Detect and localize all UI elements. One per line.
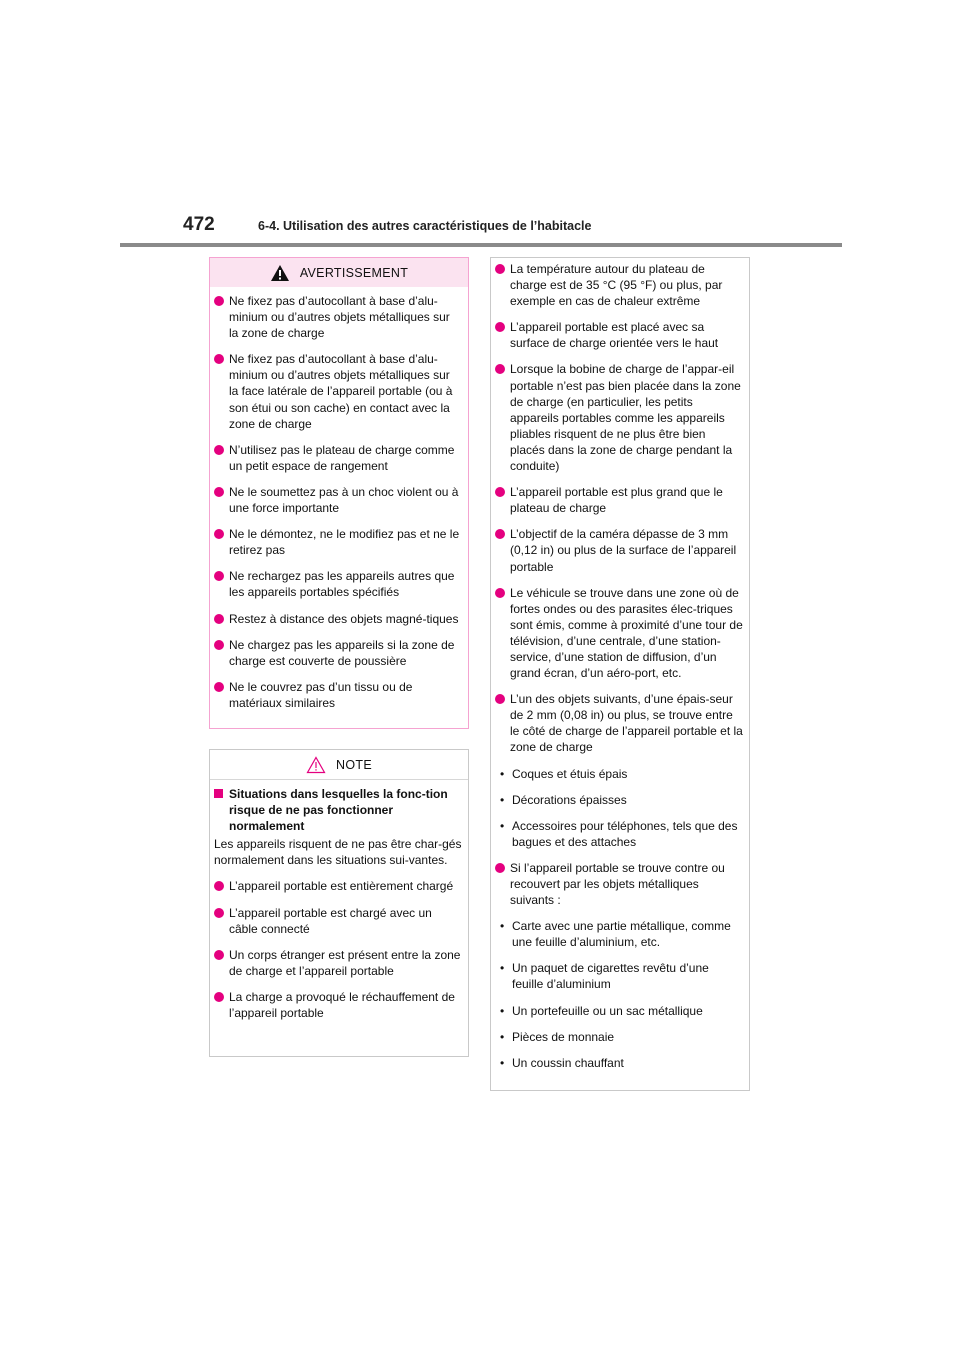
bullet-icon	[214, 614, 224, 624]
bullet-icon	[214, 529, 224, 539]
sub-item: • Un coussin chauffant	[500, 1055, 624, 1070]
sub-bullet-marker: •	[500, 766, 505, 781]
warning-item: Ne chargez pas les appareils si la zone de charge est couverte de poussière	[214, 637, 462, 669]
caution-triangle-outline-icon	[306, 756, 326, 774]
warning-triangle-icon	[270, 264, 290, 282]
bullet-icon	[214, 296, 224, 306]
sub-item: • Coques et étuis épais	[500, 766, 628, 781]
warning-title: AVERTISSEMENT	[299, 265, 409, 280]
bullet-icon	[214, 445, 224, 455]
sub-bullet-marker: •	[500, 792, 505, 807]
bullet-icon	[214, 640, 224, 650]
condition-item: L’un des objets suivants, d’une épais-seur de 2 mm (0,08 in) ou plus, se trouve entre le côté de charge de l’appareil portable et la zone de charge	[495, 691, 743, 755]
condition-item: Si l’appareil portable se trouve contre ou recouvert par les objets métalliques suivants :	[495, 860, 743, 908]
condition-item: L’objectif de la caméra dépasse de 3 mm (0,12 in) ou plus de la surface de l’appareil portable	[495, 526, 743, 574]
note-item: L’appareil portable est chargé avec un câble connecté	[214, 905, 462, 937]
condition-item: L’appareil portable est plus grand que le plateau de charge	[495, 484, 743, 516]
bullet-icon	[214, 950, 224, 960]
warning-item: Ne le démontez, ne le modifiez pas et ne le retirez pas	[214, 526, 462, 558]
note-header	[210, 750, 468, 780]
note-item: Un corps étranger est présent entre la zone de charge et l’appareil portable	[214, 947, 462, 979]
bullet-icon	[495, 487, 505, 497]
sub-item: • Carte avec une partie métallique, comme une feuille d’aluminium, etc.	[500, 919, 731, 950]
bullet-icon	[214, 487, 224, 497]
sub-bullet-marker: •	[500, 961, 505, 976]
bullet-icon	[495, 264, 505, 274]
sub-item: • Un paquet de cigarettes revêtu d’une feuille d’aluminium	[500, 961, 709, 992]
bullet-icon	[214, 682, 224, 692]
bullet-icon	[495, 322, 505, 332]
bullet-icon	[495, 588, 505, 598]
bullet-icon	[214, 571, 224, 581]
warning-item: N’utilisez pas le plateau de charge comme un petit espace de rangement	[214, 442, 462, 474]
square-bullet-icon	[214, 789, 223, 798]
sub-bullet-marker: •	[500, 919, 505, 934]
note-box	[209, 749, 469, 1057]
note-title: NOTE	[336, 757, 372, 772]
condition-item: La température autour du plateau de charge est de 35 °C (95 °F) ou plus, par exemple en cas de chaleur extrême	[495, 261, 743, 309]
warning-header	[210, 258, 468, 287]
note-intro: Les appareils risquent de ne pas être char-gés normalement dans les situations sui-vantes.	[214, 837, 462, 868]
warning-item: Ne fixez pas d’autocollant à base d’alu-minium ou d’autres objets métalliques sur la face latérale de l’appareil portable (ou à son étui ou son cache) en contact avec la zone de charge	[214, 351, 462, 431]
note-heading: Situations dans lesquelles la fonc-tion risque de ne pas fonctionner normalement	[214, 786, 462, 834]
bullet-icon	[214, 908, 224, 918]
condition-item: L’appareil portable est placé avec sa surface de charge orientée vers le haut	[495, 319, 743, 351]
bullet-icon	[495, 863, 505, 873]
warning-item: Ne fixez pas d’autocollant à base d’alu-minium ou d’autres objets métalliques sur la zone de charge	[214, 293, 462, 341]
bullet-icon	[495, 694, 505, 704]
note-item: L’appareil portable est entièrement chargé	[214, 878, 462, 894]
section-title: 6-4. Utilisation des autres caractéristiques de l’habitacle	[258, 219, 592, 233]
sub-item: • Pièces de monnaie	[500, 1029, 615, 1044]
bullet-icon	[495, 364, 505, 374]
warning-item: Ne le couvrez pas d’un tissu ou de matériaux similaires	[214, 679, 462, 711]
note-item: La charge a provoqué le réchauffement de l’appareil portable	[214, 989, 462, 1021]
warning-item: Restez à distance des objets magné-tiques	[214, 611, 462, 627]
condition-item: Lorsque la bobine de charge de l’appar-eil portable n’est pas bien placée dans la zone de charge (en particulier, les petits appareils portables comme les appareils pliables risquent de ne plus être bien placés dans la zone de charge pendant la conduite)	[495, 361, 743, 474]
sub-bullet-marker: •	[500, 1029, 505, 1044]
sub-item: • Décorations épaisses	[500, 792, 627, 807]
bullet-icon	[214, 354, 224, 364]
bullet-icon	[495, 529, 505, 539]
condition-item: Le véhicule se trouve dans une zone où de fortes ondes ou des parasites élec-triques sont émis, comme à proximité d’une tour de télévision, d’une centrale, d’une station-service, d’une station de diffusion, d’un grand écran, d’un aéro-port, etc.	[495, 585, 743, 682]
sub-bullet-marker: •	[500, 1055, 505, 1070]
sub-bullet-marker: •	[500, 1003, 505, 1018]
header-rule	[120, 243, 842, 247]
bullet-icon	[214, 992, 224, 1002]
sub-item: • Un portefeuille ou un sac métallique	[500, 1003, 703, 1018]
bullet-icon	[214, 881, 224, 891]
warning-item: Ne rechargez pas les appareils autres que les appareils portables spécifiés	[214, 568, 462, 600]
page-number: 472	[183, 214, 215, 235]
note-continuation-box	[490, 257, 750, 1091]
warning-item: Ne le soumettez pas à un choc violent ou à une force importante	[214, 484, 462, 516]
warning-box	[209, 257, 469, 729]
sub-item: • Accessoires pour téléphones, tels que des bagues et des attaches	[500, 818, 738, 849]
sub-bullet-marker: •	[500, 818, 505, 833]
